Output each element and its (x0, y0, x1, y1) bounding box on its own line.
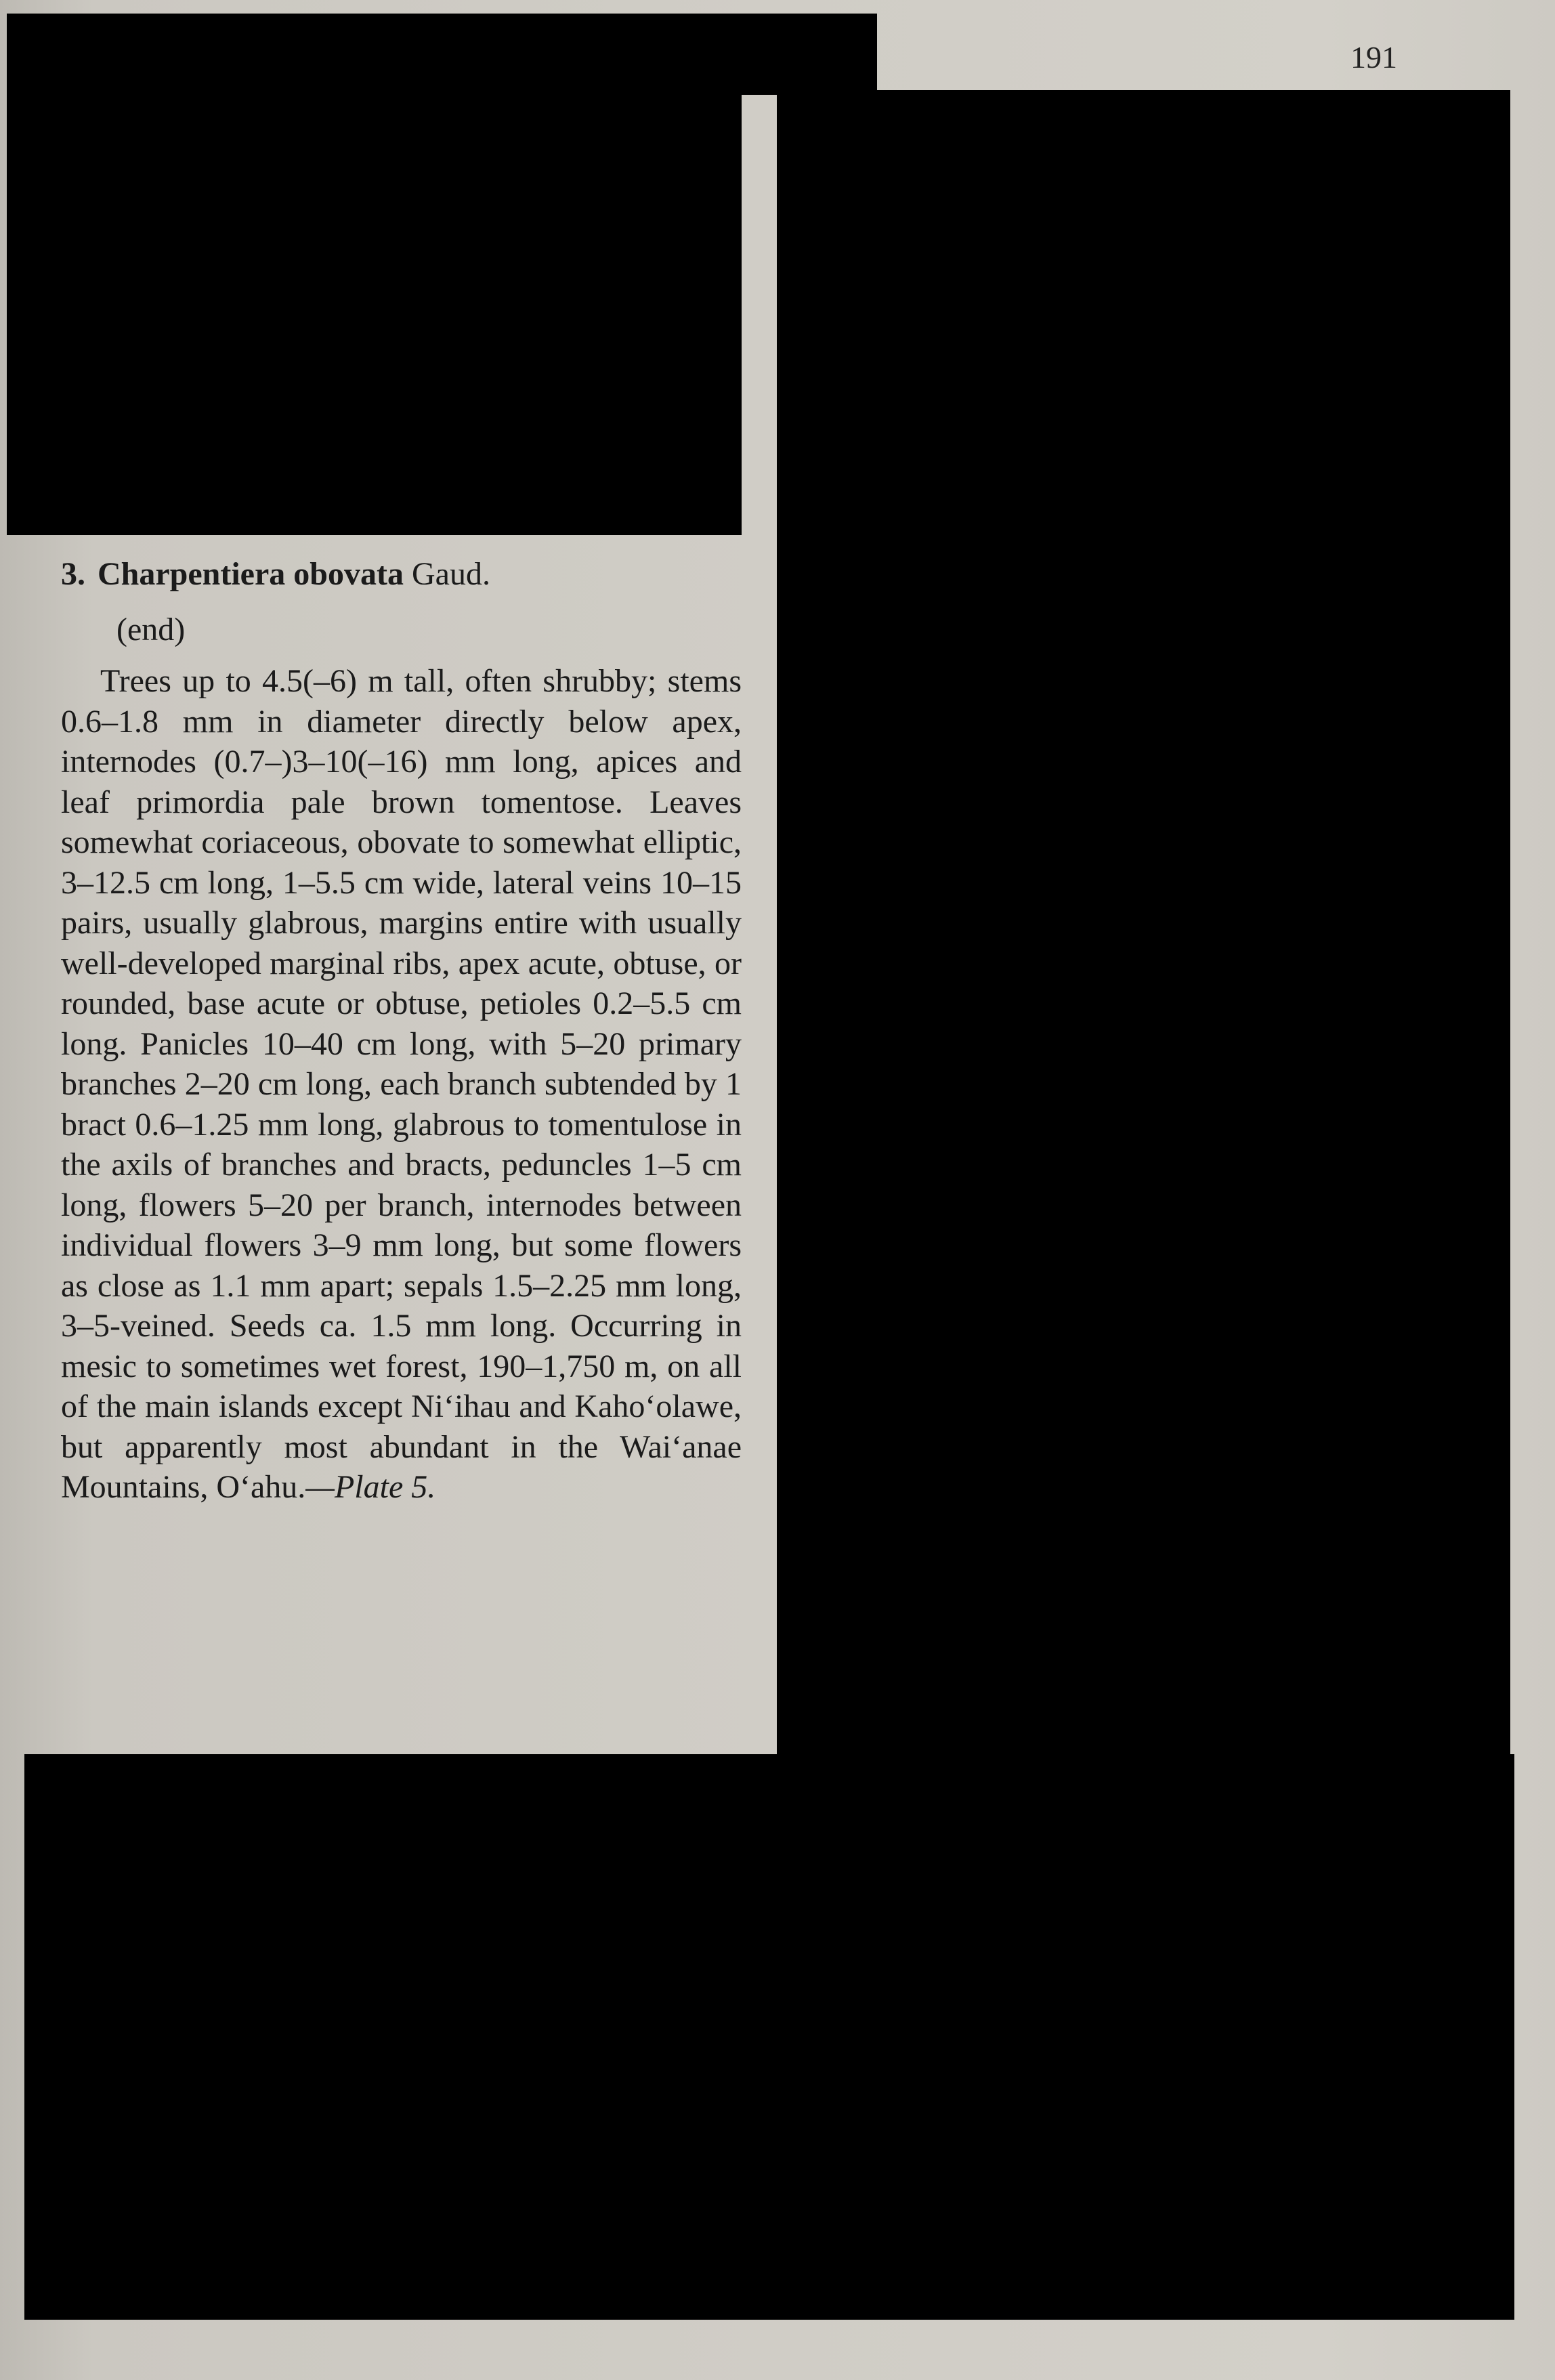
species-name: Charpentiera obovata (98, 556, 404, 592)
redaction-block-bottom (24, 1754, 1514, 2320)
redaction-block-top-left (7, 88, 742, 535)
species-number: 3. (61, 556, 85, 592)
species-description (61, 661, 742, 1508)
species-heading (61, 554, 742, 595)
redaction-block-right-column (777, 90, 1510, 1756)
species-entry (61, 554, 742, 1508)
redaction-block-top-left-upper (7, 14, 877, 95)
description-text: Trees up to 4.5(–6) m tall, often shrubby; stems 0.6–1.8 mm in diameter directly below apex, internodes (0.7–)3–10(–16) mm long, apices and leaf primordia pale brown tomentose. Leaves somewhat coriaceous, obovate to somewhat elliptic, 3–12.5 cm long, 1–5.5 cm wide, lateral veins 10–15 pairs, usually glabrous, margins entire with usually well-developed marginal ribs, apex acute, obtuse, or rounded, base acute or obtuse, petioles 0.2–5.5 cm long. Panicles 10–40 cm long, with 5–20 primary branches 2–20 cm long, each branch subtended by 1 bract 0.6–1.25 mm long, glabrous to tomentulose in the axils of branches and bracts, peduncles 1–5 cm long, flowers 5–20 per branch, internodes between individual flowers 3–9 mm long, but some flowers as close as 1.1 mm apart; sepals 1.5–2.25 mm long, 3–5-veined. Seeds ca. 1.5 mm long. Occurring in mesic to sometimes wet forest, 190–1,750 m, on all of the main islands except Ni‘ihau and Kaho‘olawe, but apparently most abundant in the Wai‘anae Mountains, O‘ahu. (61, 663, 742, 1505)
plate-reference: —Plate 5. (305, 1469, 436, 1505)
page-number: 191 (1350, 40, 1397, 75)
continuation-note: (end) (116, 612, 186, 647)
species-author: Gaud. (411, 556, 490, 592)
